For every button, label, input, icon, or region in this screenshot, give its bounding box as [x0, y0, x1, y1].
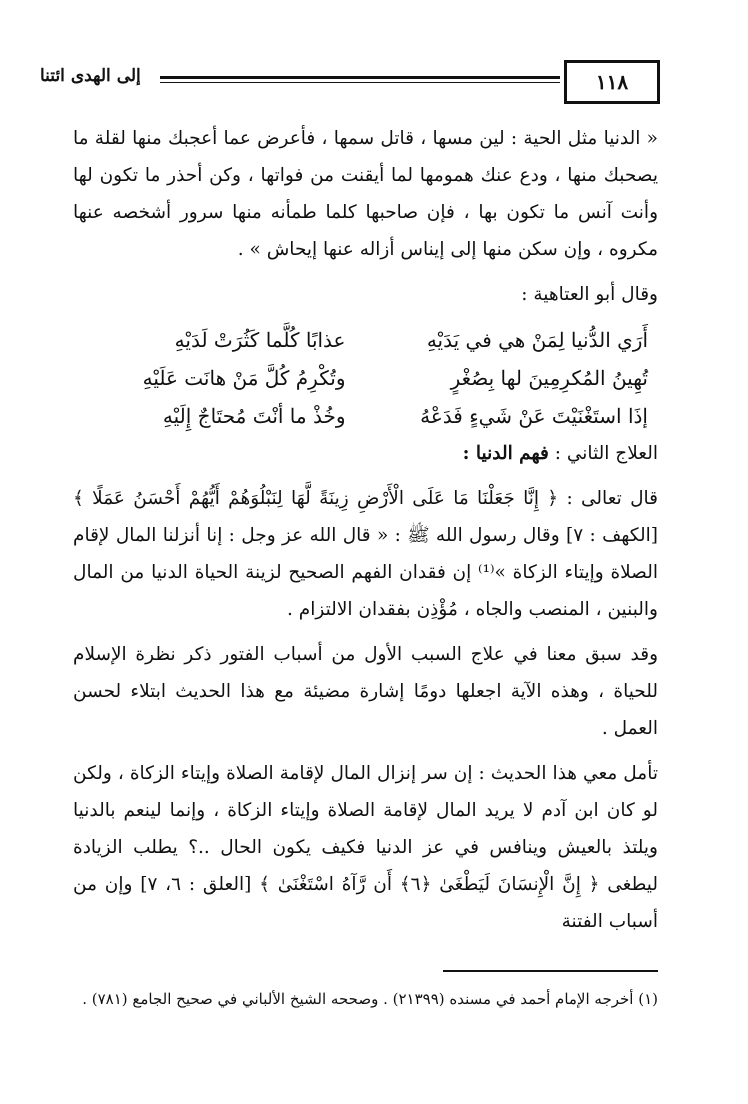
footnote: (١) أخرجه الإمام أحمد في مسنده (٢١٣٩٩) . وصححه الشيخ الألباني في صحيح الجامع (٧٨١) .: [82, 990, 658, 1008]
poem-verse-second-half: عذابًا كُلَّما كَثُرَتْ لَدَيْهِ: [174, 328, 346, 352]
paragraph: وقد سبق معنا في علاج السبب الأول من أسباب الفتور ذكر نظرة الإسلام للحياة ، وهذه الآية اجعلها دومًا إشارة مضيئة مع هذا الحديث ابتلاء لحسن العمل .: [73, 644, 658, 739]
section-title: فهم الدنيا :: [462, 443, 549, 464]
paragraph: « الدنيا مثل الحية : لين مسها ، قاتل سمها ، فأعرض عما أعجبك منها لقلة ما يصحبك منها ، ودع عنك همومها لما أيقنت من فواتها ، وكن أحذر ما تكون لها وأنت آنس ما تكون بها ، فإن صاحبها كلما طمأنه منها سرور أشخصه عنها مكروه ، وإن سكن منها إلى إيناس أزاله عنها إيحاش » .: [73, 128, 658, 260]
paragraph: تأمل معي هذا الحديث : إن سر إنزال المال لإقامة الصلاة وإيتاء الزكاة ، ولكن لو كان ابن آدم لا يريد المال لإقامة الصلاة وإيتاء الزكاة ، وإنما لينعم بالدنيا ويلتذ بالعيش وينافس في عز الدنيا فكيف يكون الحال ..؟ يطلب الزيادة ليطغى ﴿ إِنَّ الْإِنسَانَ لَيَطْغَىٰ ﴿٦﴾ أَن رَّآهُ اسْتَغْنَىٰ ﴾ [العلق : ٦، ٧] وإن من أسباب الفتنة: [73, 763, 658, 932]
poem-verse-first-half: تُهِينُ المُكرِمِينَ لها بِصُغْرٍ: [450, 366, 648, 390]
poem-verse-first-half: إذَا استَغْنَيْتَ عَنْ شَيءٍ فَدَعْهُ: [420, 404, 648, 428]
poem-verse-second-half: وتُكْرِمُ كُلَّ مَنْ هانَت عَلَيْهِ: [142, 366, 346, 390]
header-rule: [160, 76, 560, 79]
book-title: إلى الهدى ائتنا: [40, 66, 141, 86]
section-label: العلاج الثاني :: [554, 443, 658, 464]
poem-verse-first-half: أَرَي الدُّنيا لِمَنْ هي في يَدَيْهِ: [426, 328, 648, 352]
poem: [73, 321, 648, 435]
poem-verse-second-half: وخُذْ ما أنْتَ مُحتَاجٌ إِلَيْهِ: [162, 404, 346, 428]
section-heading: [73, 435, 658, 472]
footnote-separator: [443, 970, 658, 972]
page-header: [40, 60, 680, 100]
header-rule-thin: [160, 82, 560, 83]
poem-intro: وقال أبو العتاهية :: [521, 284, 658, 305]
page-body: [73, 120, 658, 948]
paragraph: قال تعالى : ﴿ إِنَّا جَعَلْنَا مَا عَلَى الْأَرْضِ زِينَةً لَّهَا لِنَبْلُوَهُمْ أَيُّهُمْ أَحْسَنُ عَمَلًا ﴾ [الكهف : ٧] وقال رسول الله ﷺ : « قال الله عز وجل : إنا أنزلنا المال لإقام الصلاة وإيتاء الزكاة »⁽¹⁾ إن فقدان الفهم الصحيح لزينة الحياة الدنيا من المال والبنين ، المنصب والجاه ، مُؤْذِن بفقدان الالتزام .: [73, 488, 658, 620]
page-number: ١١٨: [564, 60, 660, 104]
